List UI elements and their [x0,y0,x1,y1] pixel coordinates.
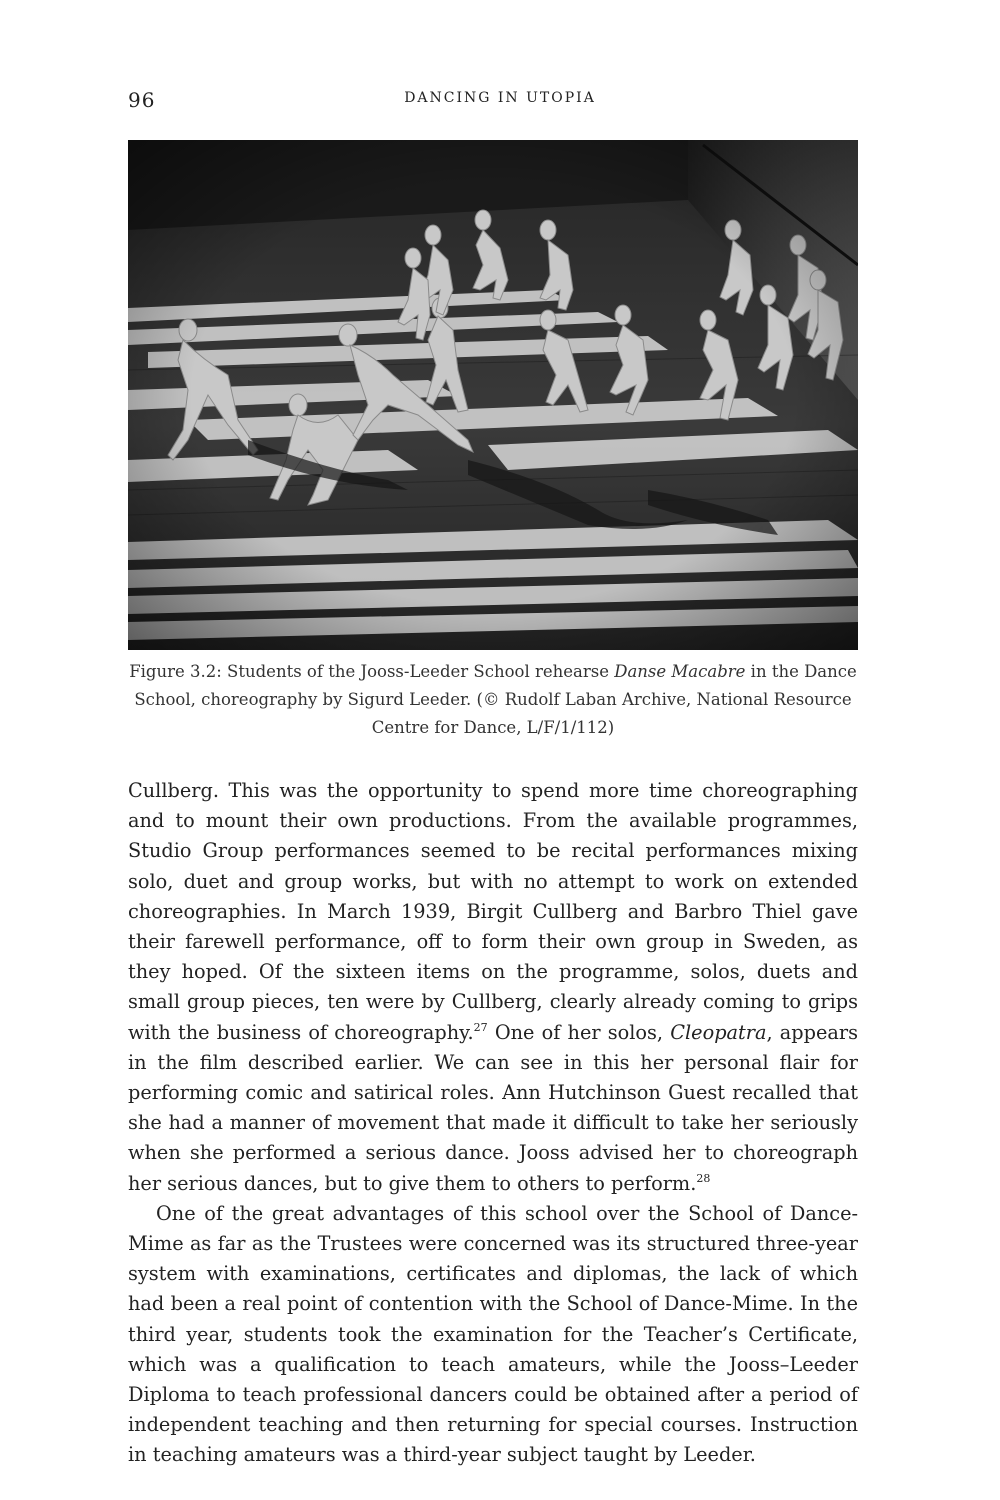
body-text [128,776,858,1471]
paragraph-1-part-c: , appears in the film described earlier. We can see in this her personal flair for performing comic and satirical roles. Ann Hutchinson Guest recalled that she had a manner of movement that made it difficult to take her seriously when she performed a serious dance. Jooss advised her to choreograph her serious dances, but to give them to others to perform. [128,1020,859,1195]
paragraph-1-part-b: One of her solos, [487,1020,671,1044]
footnote-ref-27: 27 [473,1020,488,1034]
paragraph-1 [128,776,858,1199]
paragraph-1-italic-title: Cleopatra [670,1020,767,1044]
dance-rehearsal-photo [128,140,858,650]
paragraph-2: One of the great advantages of this school over the School of Dance-Mime as far as the Trustees were concerned was its structured three-year system with examinations, certificates and diplomas, the lack of which had been a real point of contention with the School of Dance-Mime. In the third year, students took the examination for the Teacher’s Certificate, which was a qualification to teach amateurs, while the Jooss–Leeder Diploma to teach professional dancers could be obtained after a period of independent teaching and then returning for special courses. Instruction in teaching amateurs was a third-year subject taught by Leeder. [128,1201,858,1467]
caption-text-start: Figure 3.2: Students of the Jooss-Leeder School rehearse [129,662,615,681]
figure-caption [128,658,858,742]
caption-text-end: in the Dance School, choreography by Sigurd Leeder. (© Rudolf Laban Archive, National Resource Centre for Dance, L/F/1/112) [134,662,857,737]
footnote-ref-28: 28 [696,1171,711,1185]
paragraph-1-part-a: Cullberg. This was the opportunity to spend more time choreographing and to mount their own productions. From the available programmes, Studio Group performances seemed to be recital performances mixing solo, duet and group works, but with no attempt to work on extended choreographies. In March 1939, Birgit Cullberg and Barbro Thiel gave their farewell performance, off to form their own group in Sweden, as they hoped. Of the sixteen items on the programme, solos, duets and small group pieces, ten were by Cullberg, clearly already coming to grips with the business of choreography. [128,779,858,1044]
caption-title-italic: Danse Macabre [614,662,746,681]
figure-photograph [128,140,858,650]
running-head: DANCING IN UTOPIA [404,90,596,106]
page-number: 96 [128,88,156,112]
